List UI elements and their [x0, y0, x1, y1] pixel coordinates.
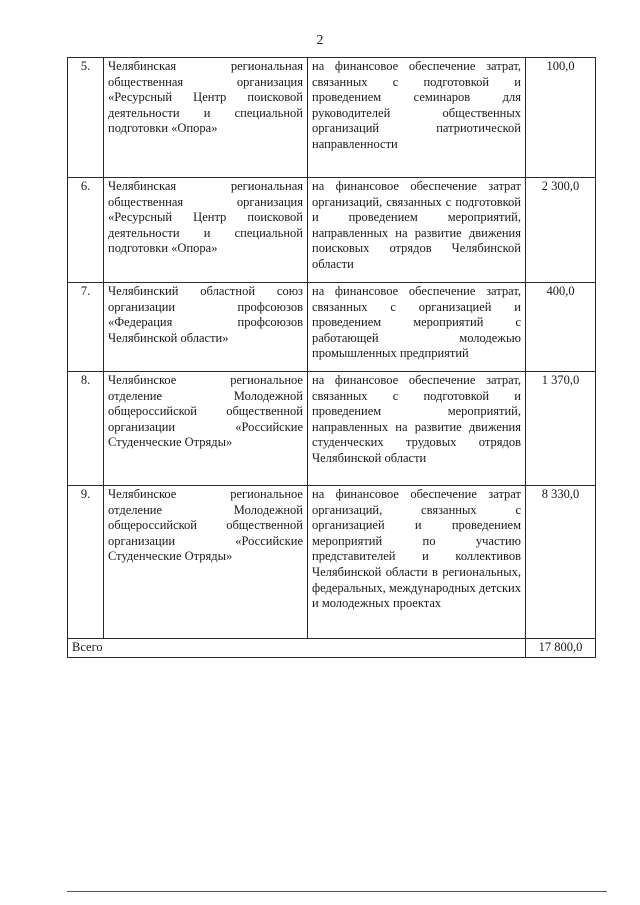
row-number: 8.	[68, 372, 104, 486]
total-row	[68, 639, 596, 658]
page-number: 2	[316, 33, 324, 48]
grant-amount: 1 370,0	[526, 372, 596, 486]
grant-amount: 400,0	[526, 283, 596, 372]
organization-name: Челябинская региональная общественная организация «Ресурсный Центр поисковой деятельности и специальной подготовки «Опора»	[104, 178, 308, 283]
row-number: 7.	[68, 283, 104, 372]
row-number: 9.	[68, 486, 104, 639]
organization-name: Челябинский областной союз организации профсоюзов «Федерация профсоюзов Челябинской области»	[104, 283, 308, 372]
grant-purpose: на финансовое обеспечение затрат организаций, связанных с организацией и проведением мероприятий по участию представителей и коллективов Челябинской области в региональных, федеральных, международных детских и молодежных проектах	[308, 486, 526, 639]
organization-name: Челябинское региональное отделение Молодежной общероссийской общественной организации «Российские Студенческие Отряды»	[104, 372, 308, 486]
row-number: 6.	[68, 178, 104, 283]
table-row	[68, 372, 596, 486]
grant-amount: 8 330,0	[526, 486, 596, 639]
grant-table	[67, 57, 596, 658]
grant-purpose: на финансовое обеспечение затрат, связанных с подготовкой и проведением мероприятий, направленных на развитие движения студенческих трудовых отрядов Челябинской области	[308, 372, 526, 486]
table-row	[68, 178, 596, 283]
footer-divider	[67, 891, 607, 892]
row-number: 5.	[68, 58, 104, 178]
organization-name: Челябинское региональное отделение Молодежной общероссийской общественной организации «Российские Студенческие Отряды»	[104, 486, 308, 639]
table-row	[68, 58, 596, 178]
table-row	[68, 486, 596, 639]
grant-purpose: на финансовое обеспечение затрат организаций, связанных с подготовкой и проведением мероприятий, направленных на развитие движения поисковых отрядов Челябинской области	[308, 178, 526, 283]
organization-name: Челябинская региональная общественная организация «Ресурсный Центр поисковой деятельности и специальной подготовки «Опора»	[104, 58, 308, 178]
total-amount: 17 800,0	[526, 639, 596, 658]
grant-purpose: на финансовое обеспечение затрат, связанных с организацией и проведением мероприятий с работающей молодежью промышленных предприятий	[308, 283, 526, 372]
grant-amount: 100,0	[526, 58, 596, 178]
table-row	[68, 283, 596, 372]
total-label: Всего	[68, 639, 526, 658]
grant-purpose: на финансовое обеспечение затрат, связанных с подготовкой и проведением семинаров для руководителей общественных организаций патриотической направленности	[308, 58, 526, 178]
grant-amount: 2 300,0	[526, 178, 596, 283]
